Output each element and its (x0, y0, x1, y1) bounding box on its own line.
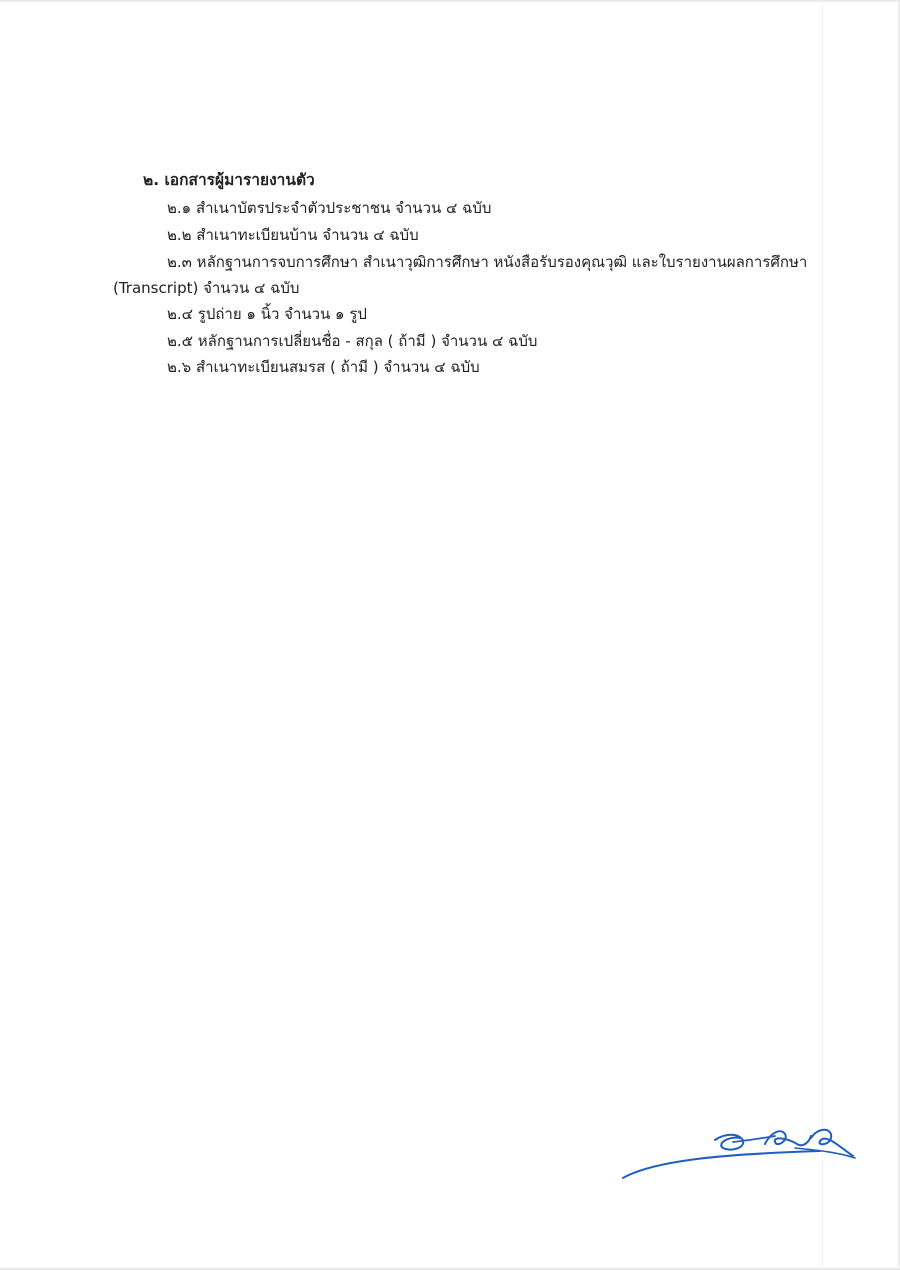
page-top-edge (0, 0, 900, 3)
list-item: ๒.๑ สำเนาบัตรประจำตัวประชาชน จำนวน ๔ ฉบับ (167, 199, 492, 217)
section-heading: ๒. เอกสารผู้มารายงานตัว (143, 171, 315, 189)
list-item: ๒.๕ หลักฐานการเปลี่ยนชื่อ - สกุล ( ถ้ามี ) จำนวน ๔ ฉบับ (167, 332, 538, 350)
list-item: ๒.๓ หลักฐานการจบการศึกษา สำเนาวุฒิการศึกษา หนังสือรับรองคุณวุฒิ และใบรายงานผลการศึกษา (167, 253, 808, 271)
list-item-continuation: (Transcript) จำนวน ๔ ฉบับ (113, 279, 300, 297)
list-item: ๒.๔ รูปถ่าย ๑ นิ้ว จำนวน ๑ รูป (167, 305, 367, 323)
handwritten-signature (615, 1118, 860, 1188)
list-item: ๒.๖ สำเนาทะเบียนสมรส ( ถ้ามี ) จำนวน ๔ ฉบับ (167, 358, 480, 376)
scan-fold-line (822, 0, 823, 1270)
list-item: ๒.๒ สำเนาทะเบียนบ้าน จำนวน ๔ ฉบับ (167, 226, 419, 244)
